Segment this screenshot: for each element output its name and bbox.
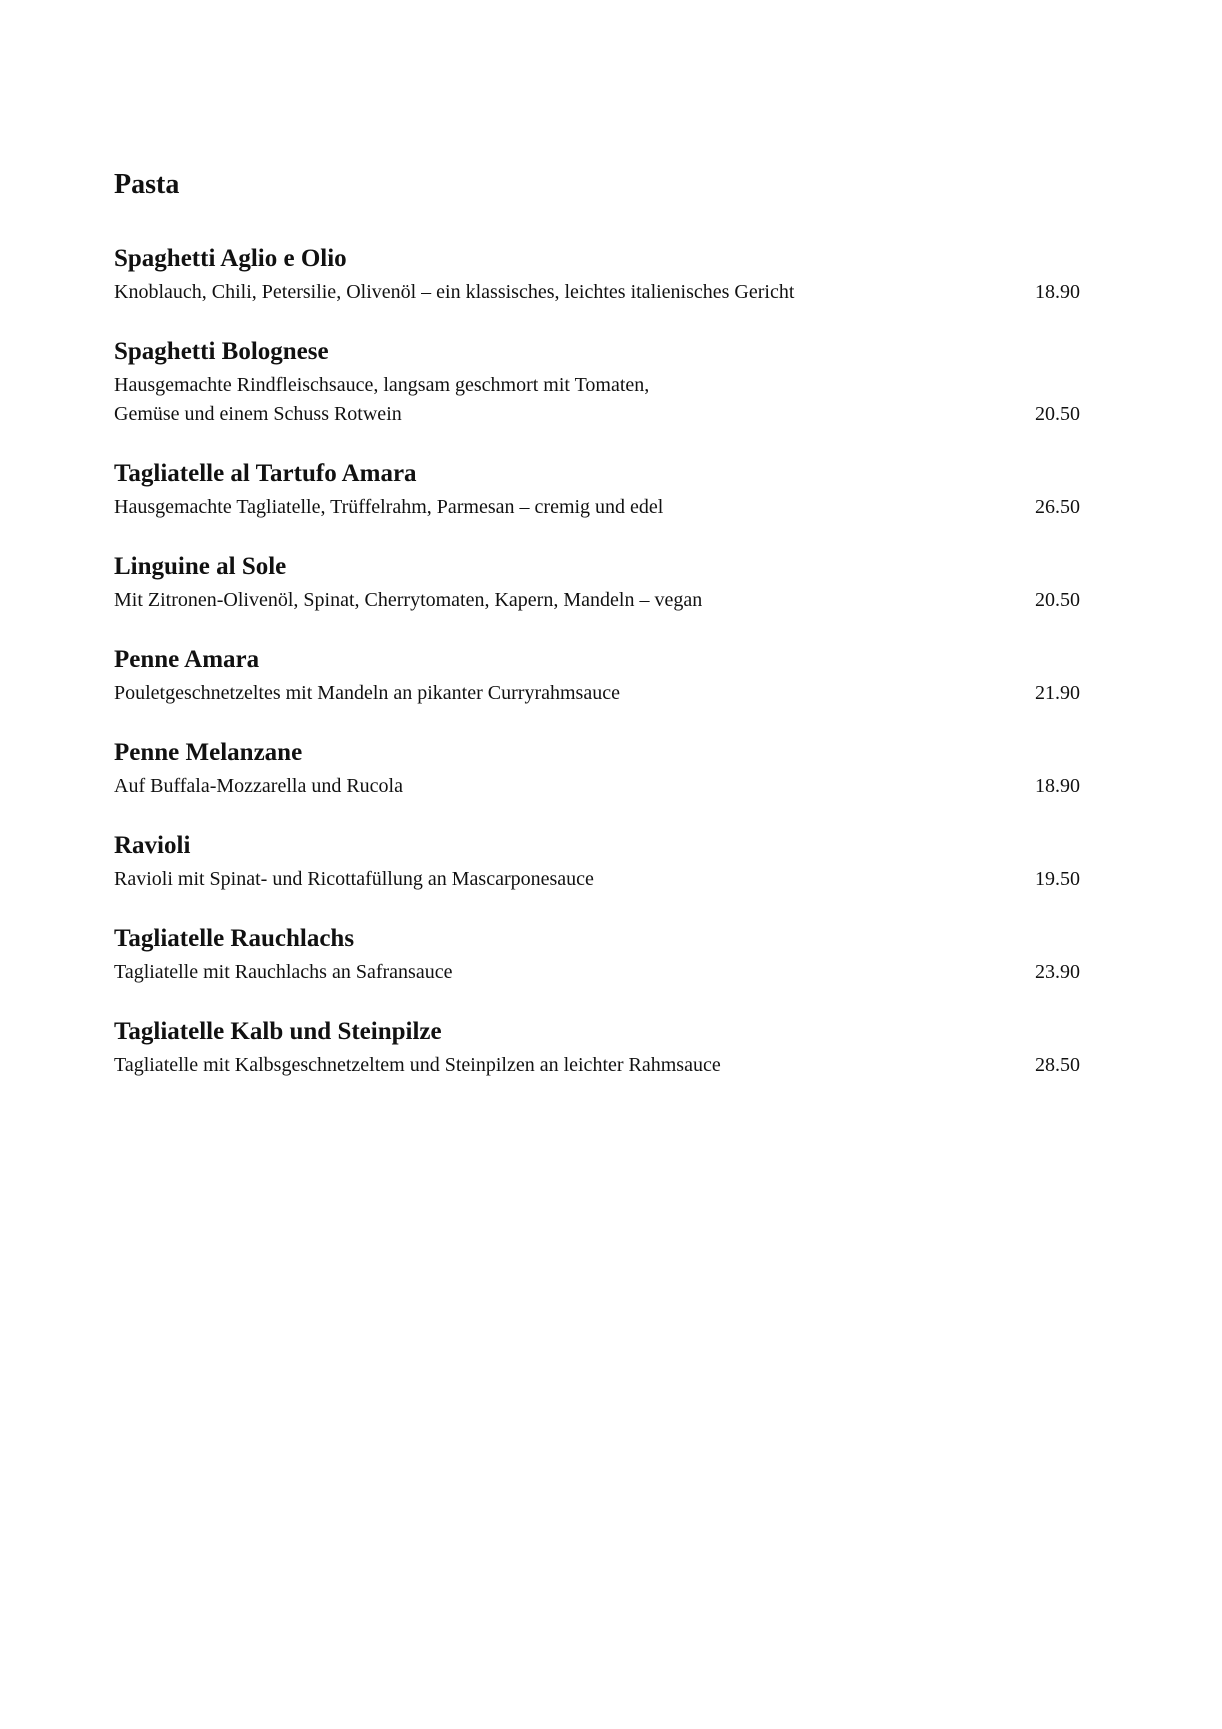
menu-item — [114, 924, 1080, 987]
menu-item — [114, 831, 1080, 894]
menu-item-price: 26.50 — [1035, 496, 1080, 518]
menu-item-description: Ravioli mit Spinat- und Ricottafüllung an Mascarponesauce — [114, 868, 594, 890]
menu-item-description: Tagliatelle mit Rauchlachs an Safransauce — [114, 961, 453, 983]
menu-item — [114, 459, 1080, 522]
menu-item-description: Mit Zitronen-Olivenöl, Spinat, Cherrytomaten, Kapern, Mandeln – vegan — [114, 589, 703, 611]
menu-item-description: Tagliatelle mit Kalbsgeschnetzeltem und Steinpilzen an leichter Rahmsauce — [114, 1054, 721, 1076]
menu-item-name: Penne Amara — [114, 646, 260, 673]
menu-page — [114, 168, 1080, 1110]
menu-item-name: Spaghetti Bolognese — [114, 338, 329, 365]
menu-item-description: Knoblauch, Chili, Petersilie, Olivenöl – ein klassisches, leichtes italienisches Gericht — [114, 281, 795, 303]
menu-item-description: Pouletgeschnetzeltes mit Mandeln an pikanter Curryrahmsauce — [114, 682, 620, 704]
menu-item-list — [114, 244, 1080, 1080]
menu-item-price: 23.90 — [1035, 961, 1080, 983]
menu-item — [114, 1017, 1080, 1080]
menu-item-price: 20.50 — [1035, 403, 1080, 425]
menu-item — [114, 552, 1080, 615]
menu-item-price: 19.50 — [1035, 868, 1080, 890]
menu-item — [114, 645, 1080, 708]
menu-item-name: Tagliatelle Kalb und Steinpilze — [114, 1018, 442, 1045]
menu-item-description: Auf Buffala-Mozzarella und Rucola — [114, 775, 403, 797]
menu-item-name: Penne Melanzane — [114, 739, 303, 766]
menu-item-description: Hausgemachte Tagliatelle, Trüffelrahm, Parmesan – cremig und edel — [114, 496, 664, 518]
menu-item-price: 20.50 — [1035, 589, 1080, 611]
menu-item — [114, 337, 1080, 429]
menu-item-price: 18.90 — [1035, 775, 1080, 797]
menu-item-price: 28.50 — [1035, 1054, 1080, 1076]
section-title: Pasta — [114, 169, 180, 200]
menu-item-name: Tagliatelle Rauchlachs — [114, 925, 355, 952]
menu-item-name: Tagliatelle al Tartufo Amara — [114, 460, 417, 487]
menu-item-name: Spaghetti Aglio e Olio — [114, 245, 347, 272]
menu-item — [114, 244, 1080, 307]
menu-item-price: 18.90 — [1035, 281, 1080, 303]
menu-item-name: Linguine al Sole — [114, 553, 287, 580]
menu-item — [114, 738, 1080, 801]
menu-item-description: Hausgemachte Rindfleischsauce, langsam geschmort mit Tomaten, Gemüse und einem Schuss Rotwein — [114, 374, 650, 425]
menu-item-price: 21.90 — [1035, 682, 1080, 704]
menu-item-name: Ravioli — [114, 832, 191, 859]
